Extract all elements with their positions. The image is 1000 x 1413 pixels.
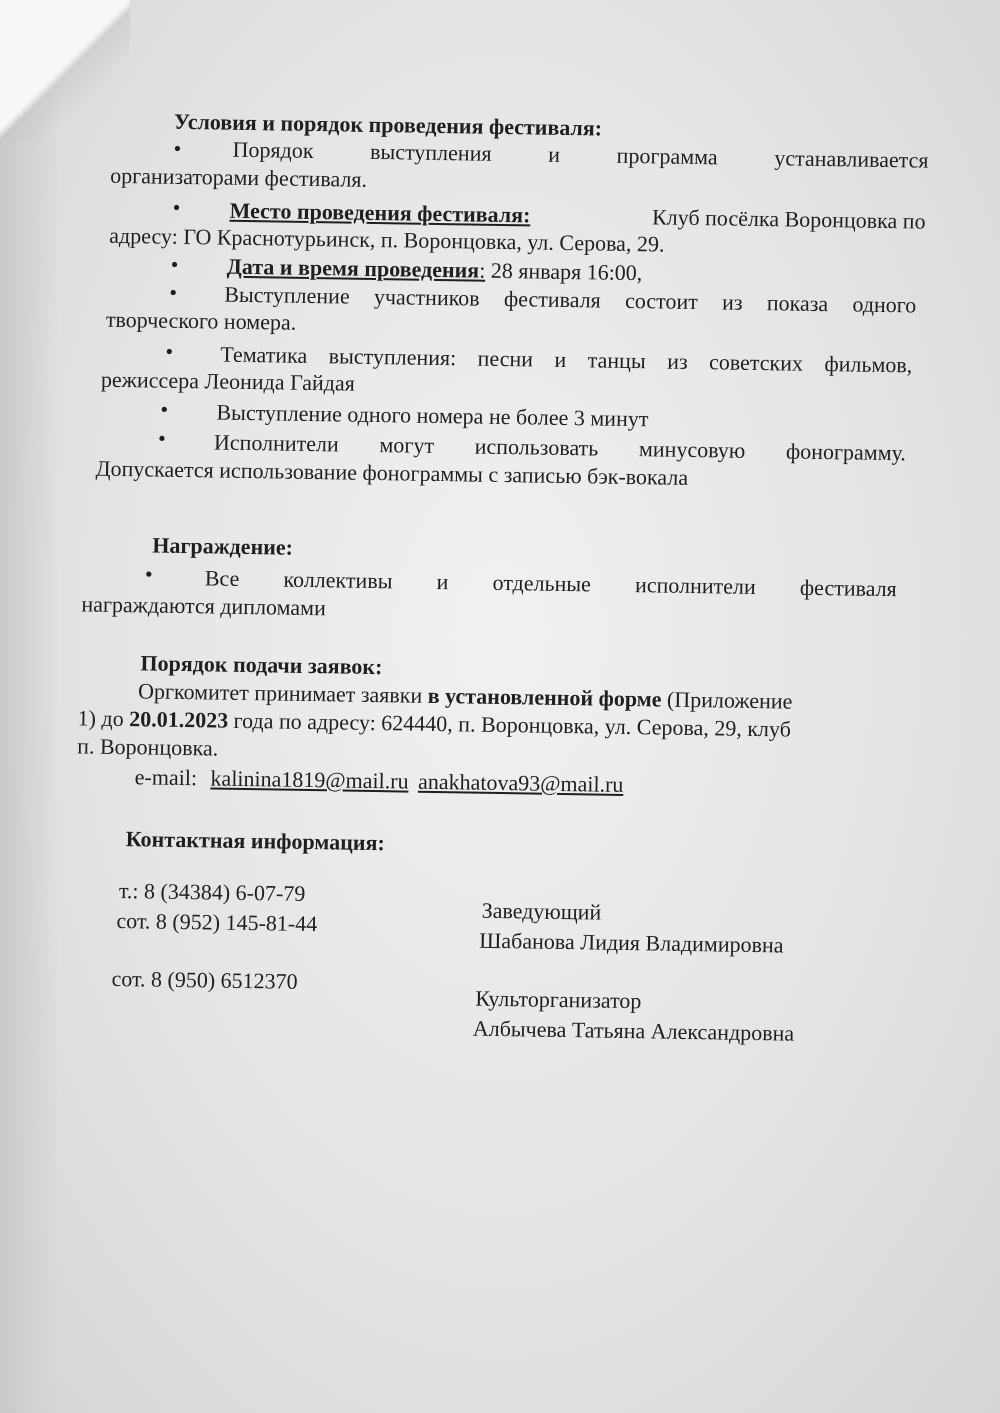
word: одного xyxy=(852,291,917,318)
name-manager: Шабанова Лидия Владимировна xyxy=(479,927,784,958)
item1-line2: организаторами фестиваля. xyxy=(109,162,368,192)
bullet: • xyxy=(144,561,153,587)
venue-label: Место проведения фестиваля: xyxy=(229,197,531,228)
email-line xyxy=(135,764,624,798)
word: участников xyxy=(373,283,480,311)
date-text: 28 января 16:00, xyxy=(490,257,643,286)
word: фильмов, xyxy=(824,351,913,378)
word: коллективы xyxy=(283,566,393,594)
bullet: • xyxy=(173,135,182,161)
text: Оргкомитет принимает заявки xyxy=(137,678,428,708)
word: Исполнители xyxy=(213,429,339,457)
word: и xyxy=(548,141,561,167)
word: выступления xyxy=(369,138,492,166)
word: исполнители xyxy=(634,572,756,600)
phone-2: сот. 8 (952) 145-81-44 xyxy=(116,908,318,937)
bullet: • xyxy=(169,279,178,305)
item7-line2: Допускается использование фонограммы с записью бэк-вокала xyxy=(95,455,689,490)
text: 1) до xyxy=(77,705,130,732)
role-organizer: Культорганизатор xyxy=(475,985,642,1014)
word: фестиваля xyxy=(503,286,601,313)
contacts-heading: Контактная информация: xyxy=(125,826,386,856)
item2-line2: адресу: ГО Краснотурьинск, п. Воронцовка, ул. Серова, 29. xyxy=(109,222,665,257)
bullet: • xyxy=(157,425,166,451)
word: Все xyxy=(204,565,240,591)
word: Выступление xyxy=(224,281,350,309)
conditions-heading: Условия и порядок проведения фестиваля: xyxy=(173,108,603,141)
word: и xyxy=(436,568,449,595)
text: (Приложение xyxy=(661,686,793,714)
phone-3: сот. 8 (950) 6512370 xyxy=(111,965,298,994)
phone-1: т.: 8 (34384) 6-07-79 xyxy=(118,878,306,906)
bullet: • xyxy=(165,338,174,364)
word: использовать xyxy=(474,433,599,461)
award-heading: Награждение: xyxy=(152,532,294,560)
award-line2: награждаются дипломами xyxy=(81,591,327,621)
word: состоит xyxy=(624,287,699,315)
bullet: • xyxy=(170,251,179,277)
word: и xyxy=(554,346,567,372)
bullet: • xyxy=(172,194,181,220)
word: Тематика xyxy=(220,341,308,368)
item5-line2: режиссера Леонида Гайдая xyxy=(100,366,356,396)
word: советских xyxy=(708,349,804,376)
word: фонограмму. xyxy=(785,438,907,466)
word: песни xyxy=(477,345,534,372)
date-label: Дата и время проведения xyxy=(226,253,480,283)
applications-heading: Порядок подачи заявок: xyxy=(140,650,383,680)
item3-line xyxy=(227,254,643,287)
item4-line2: творческого номера. xyxy=(105,306,297,335)
word: отдельные xyxy=(492,569,592,597)
name-organizer: Албычева Татьяна Александровна xyxy=(472,1015,795,1046)
item6-line: Выступление одного номера не более 3 минут xyxy=(216,399,649,432)
word: показа xyxy=(766,290,829,317)
word: могут xyxy=(379,432,435,458)
email-link-2[interactable]: anakhatova93@mail.ru xyxy=(417,768,624,797)
word: из xyxy=(721,289,743,315)
word: фестиваля xyxy=(799,574,897,602)
word: минусовую xyxy=(638,436,746,463)
word: выступления: xyxy=(328,343,457,371)
email-link-1[interactable]: kalinina1819@mail.ru xyxy=(210,765,409,794)
word: программа xyxy=(616,142,718,170)
text: года по адресу: 624440, п. Воронцовка, ул. Серова, 29, клуб xyxy=(227,707,792,742)
word: танцы xyxy=(587,347,646,374)
email-label: e-mail: xyxy=(134,764,198,791)
venue-text: Клуб посёлка Воронцовка по xyxy=(651,204,926,234)
item4-line1 xyxy=(224,282,916,319)
role-manager: Заведующий xyxy=(481,897,602,925)
bullet: • xyxy=(160,396,169,422)
deadline-date: 20.01.2023 xyxy=(128,706,229,733)
word: из xyxy=(666,348,688,374)
word: Порядок xyxy=(232,136,314,164)
applications-line3: п. Воронцовка. xyxy=(77,733,219,761)
date-colon: : xyxy=(479,257,486,283)
form-emphasis: в установленной форме xyxy=(427,682,662,712)
word: устанавливается xyxy=(774,145,929,173)
